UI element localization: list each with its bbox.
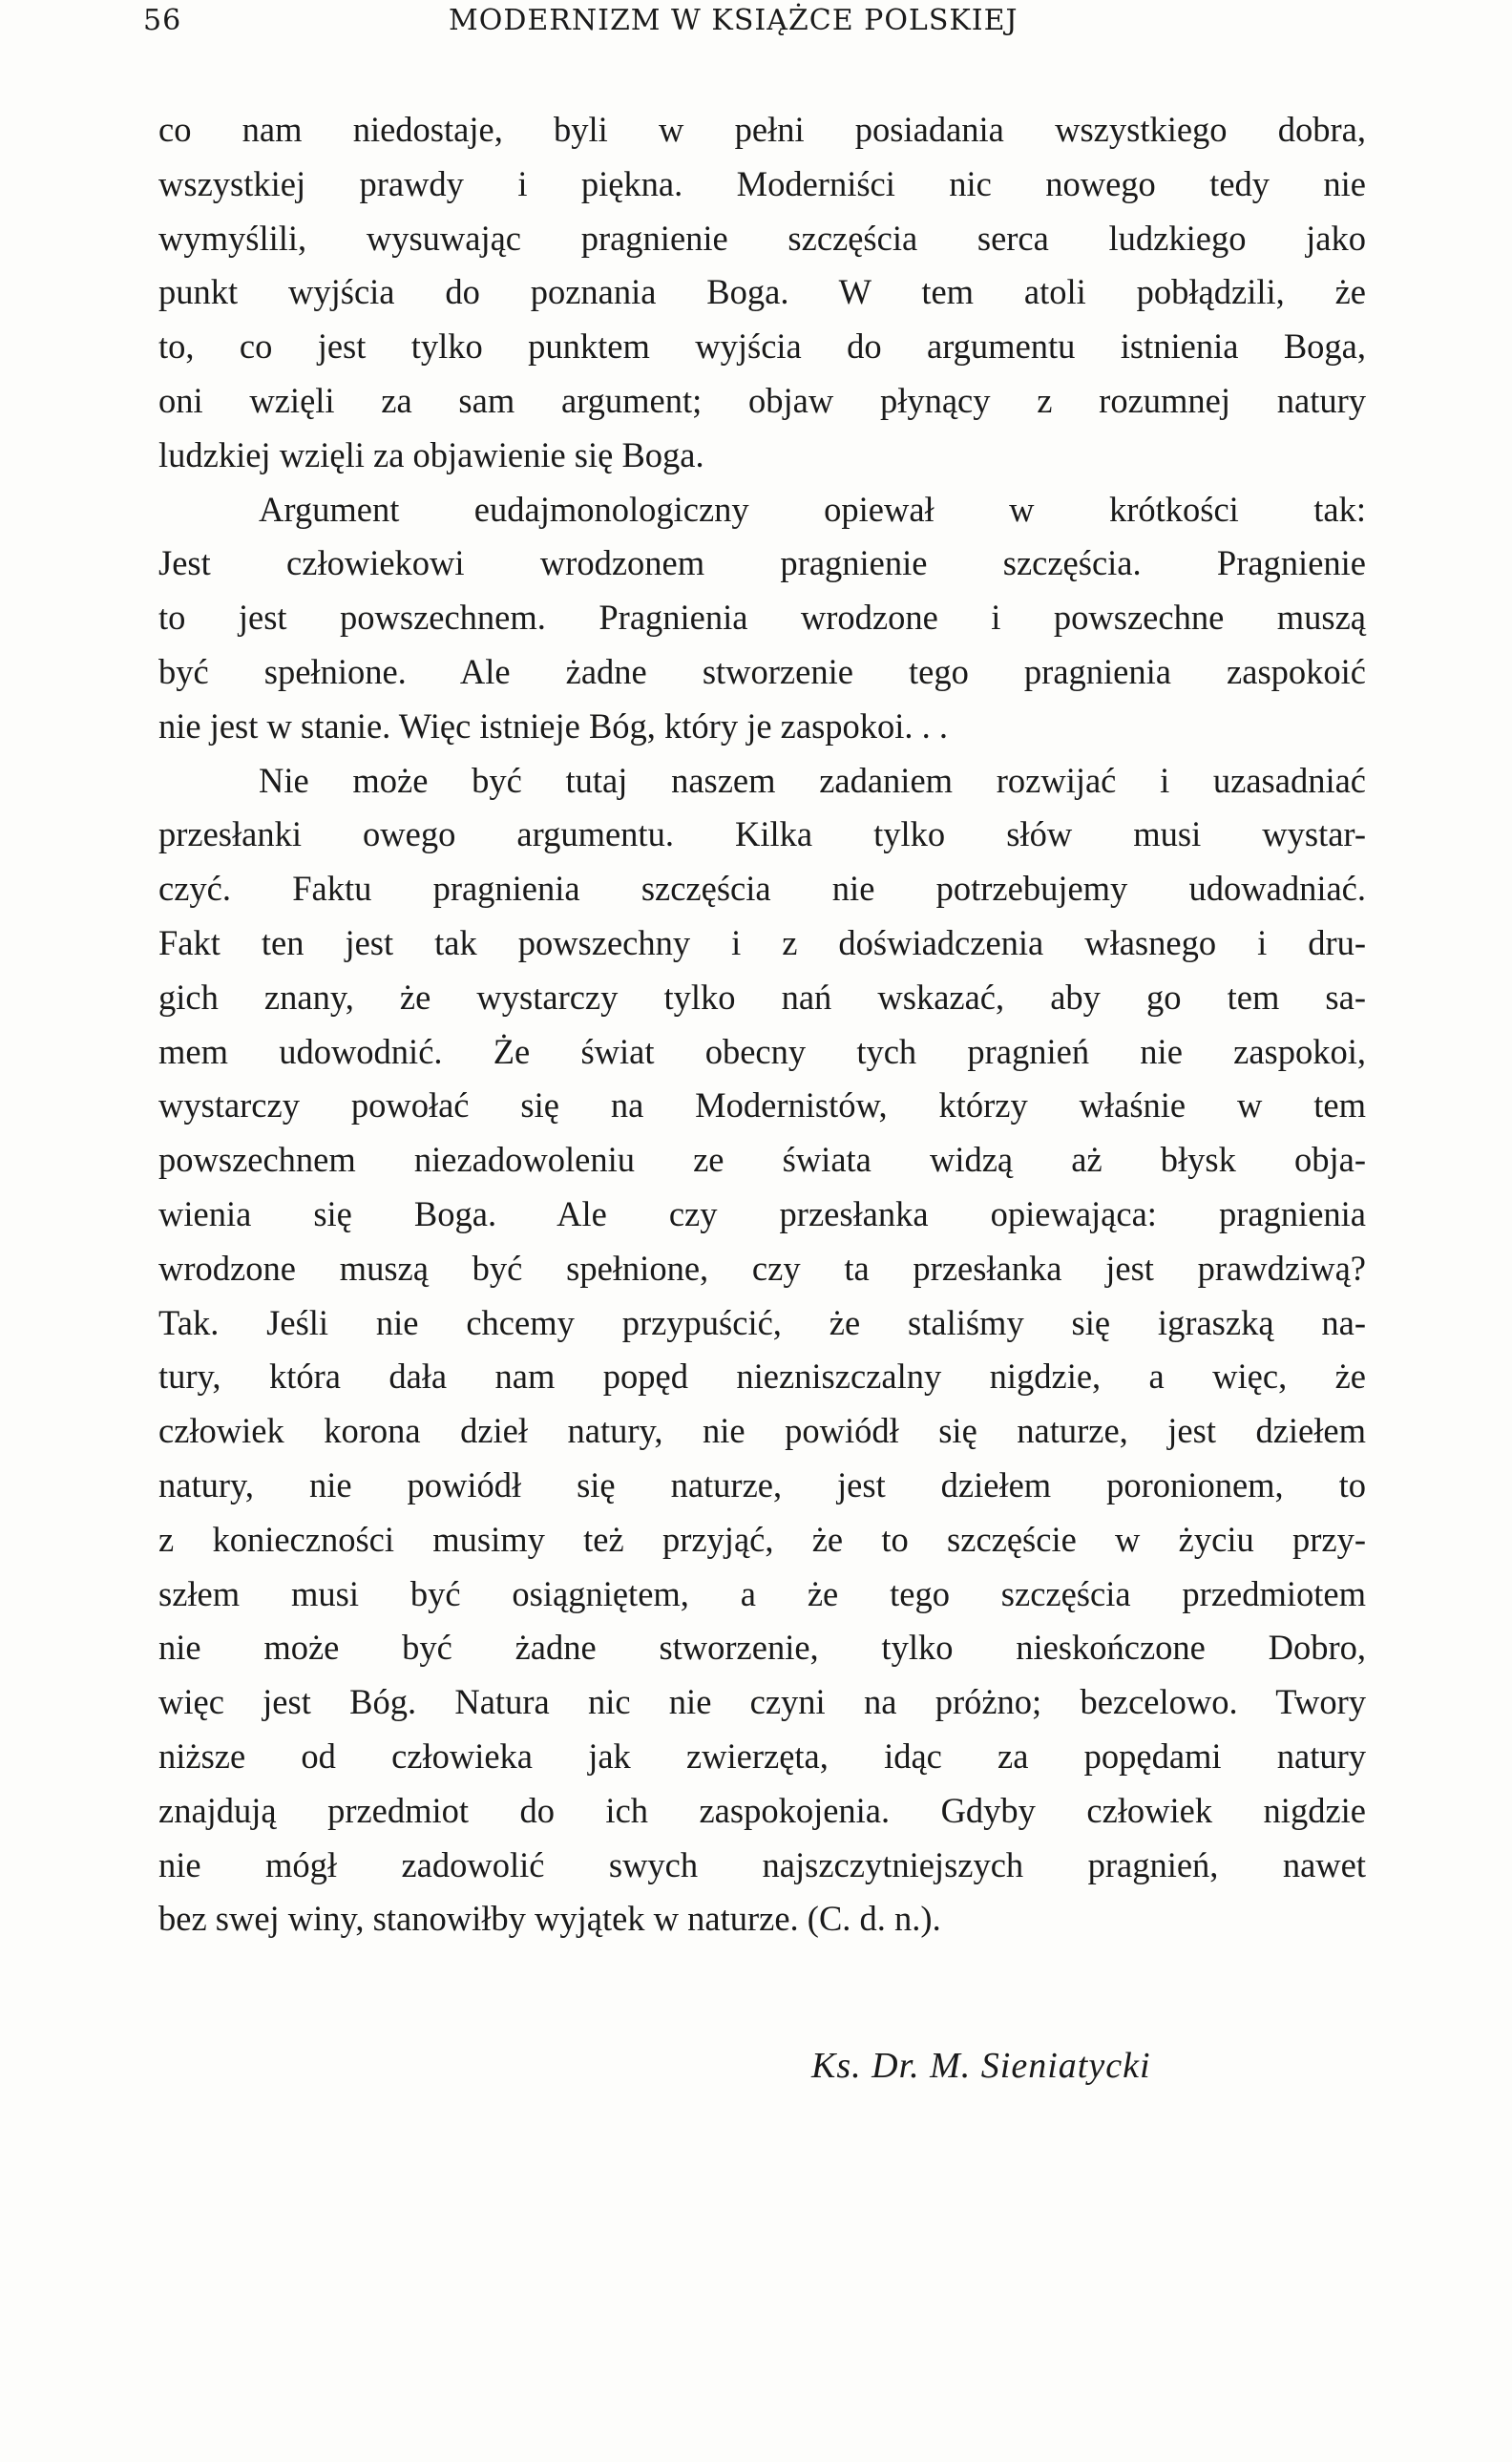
text-line: Nie może być tutaj naszem zadaniem rozwijać i uzasadniać [259,760,1366,800]
text-line: tury, która dała nam popęd niezniszczalny nigdzie, a więc, że [158,1357,1366,1397]
text-line: więc jest Bóg. Natura nic nie czyni na próżno; bezcelowo. Twory [158,1682,1366,1722]
text-line: czyć. Faktu pragnienia szczęścia nie potrzebujemy udowadniać. [158,869,1366,909]
text-line: co nam niedostaje, byli w pełni posiadania wszystkiego dobra, [158,110,1366,149]
text-line: być spełnione. Ale żadne stworzenie tego pragnienia zaspokoić [158,651,1366,691]
text-line: nie mógł zadowolić swych najszczytniejszych pragnień, nawet [158,1844,1366,1884]
text-line: nie jest w stanie. Więc istnieje Bóg, który je zaspokoi. . . [158,705,949,746]
text-line: Argument eudajmonologiczny opiewał w krótkości tak: [259,489,1366,529]
text-line: Jest człowiekowi wrodzonem pragnienie szczęścia. Pragnienie [158,543,1366,583]
author-signature: Ks. Dr. M. Sieniatycki [811,2046,1151,2086]
text-line: wystarczy powołać się na Modernistów, którzy właśnie w tem [158,1085,1366,1126]
text-line: człowiek korona dzieł natury, nie powiódł się naturze, jest dziełem [158,1411,1366,1451]
text-line: Tak. Jeśli nie chcemy przypuścić, że staliśmy się igraszką na- [158,1302,1366,1342]
text-line: natury, nie powiódł się naturze, jest dziełem poronionem, to [158,1464,1366,1505]
text-line: to jest powszechnem. Pragnienia wrodzone i powszechne muszą [158,598,1366,638]
text-line: gich znany, że wystarczy tylko nań wskazać, aby go tem sa- [158,977,1366,1017]
text-line: przesłanki owego argumentu. Kilka tylko słów musi wystar- [158,814,1366,854]
text-line: znajdują przedmiot do ich zaspokojenia. Gdyby człowiek nigdzie [158,1790,1366,1830]
paragraph [158,754,1366,1947]
text-line: mem udowodnić. Że świat obecny tych pragnień nie zaspokoi, [158,1031,1366,1071]
paragraph [158,483,1366,754]
text-line: to, co jest tylko punktem wyjścia do argumentu istnienia Boga, [158,326,1366,367]
running-title: MODERNIZM W KSIĄŻCE POLSKIEJ [449,4,1018,37]
text-line: z konieczności musimy też przyjąć, że to szczęście w życiu przy- [158,1519,1366,1559]
text-line: ludzkiej wzięli za objawienie się Boga. [158,434,704,474]
text-line: szłem musi być osiągniętem, a że tego szczęścia przedmiotem [158,1573,1366,1613]
text-line: nie może być żadne stworzenie, tylko nieskończone Dobro, [158,1628,1366,1668]
text-line: wienia się Boga. Ale czy przesłanka opiewająca: pragnienia [158,1193,1366,1233]
text-line: Fakt ten jest tak powszechny i z doświadczenia własnego i dru- [158,922,1366,962]
paragraph [158,103,1366,483]
text-line: wymyślili, wysuwając pragnienie szczęścia serca ludzkiego jako [158,218,1366,258]
text-line: punkt wyjścia do poznania Boga. W tem atoli pobłądzili, że [158,272,1366,312]
page-number: 56 [143,4,182,37]
text-line: wszystkiej prawdy i piękna. Moderniści nic nowego tedy nie [158,163,1366,203]
text-line: wrodzone muszą być spełnione, czy ta przesłanka jest prawdziwą? [158,1248,1366,1288]
text-line: powszechnem niezadowoleniu ze świata widzą aż błysk obja- [158,1140,1366,1180]
text-line: niższe od człowieka jak zwierzęta, idąc za popędami natury [158,1736,1366,1776]
text-line: bez swej winy, stanowiłby wyjątek w naturze. (C. d. n.). [158,1899,941,1939]
text-line: oni wzięli za sam argument; objaw płynący z rozumnej natury [158,380,1366,420]
running-head [143,4,1384,42]
body-text [158,103,1366,1946]
